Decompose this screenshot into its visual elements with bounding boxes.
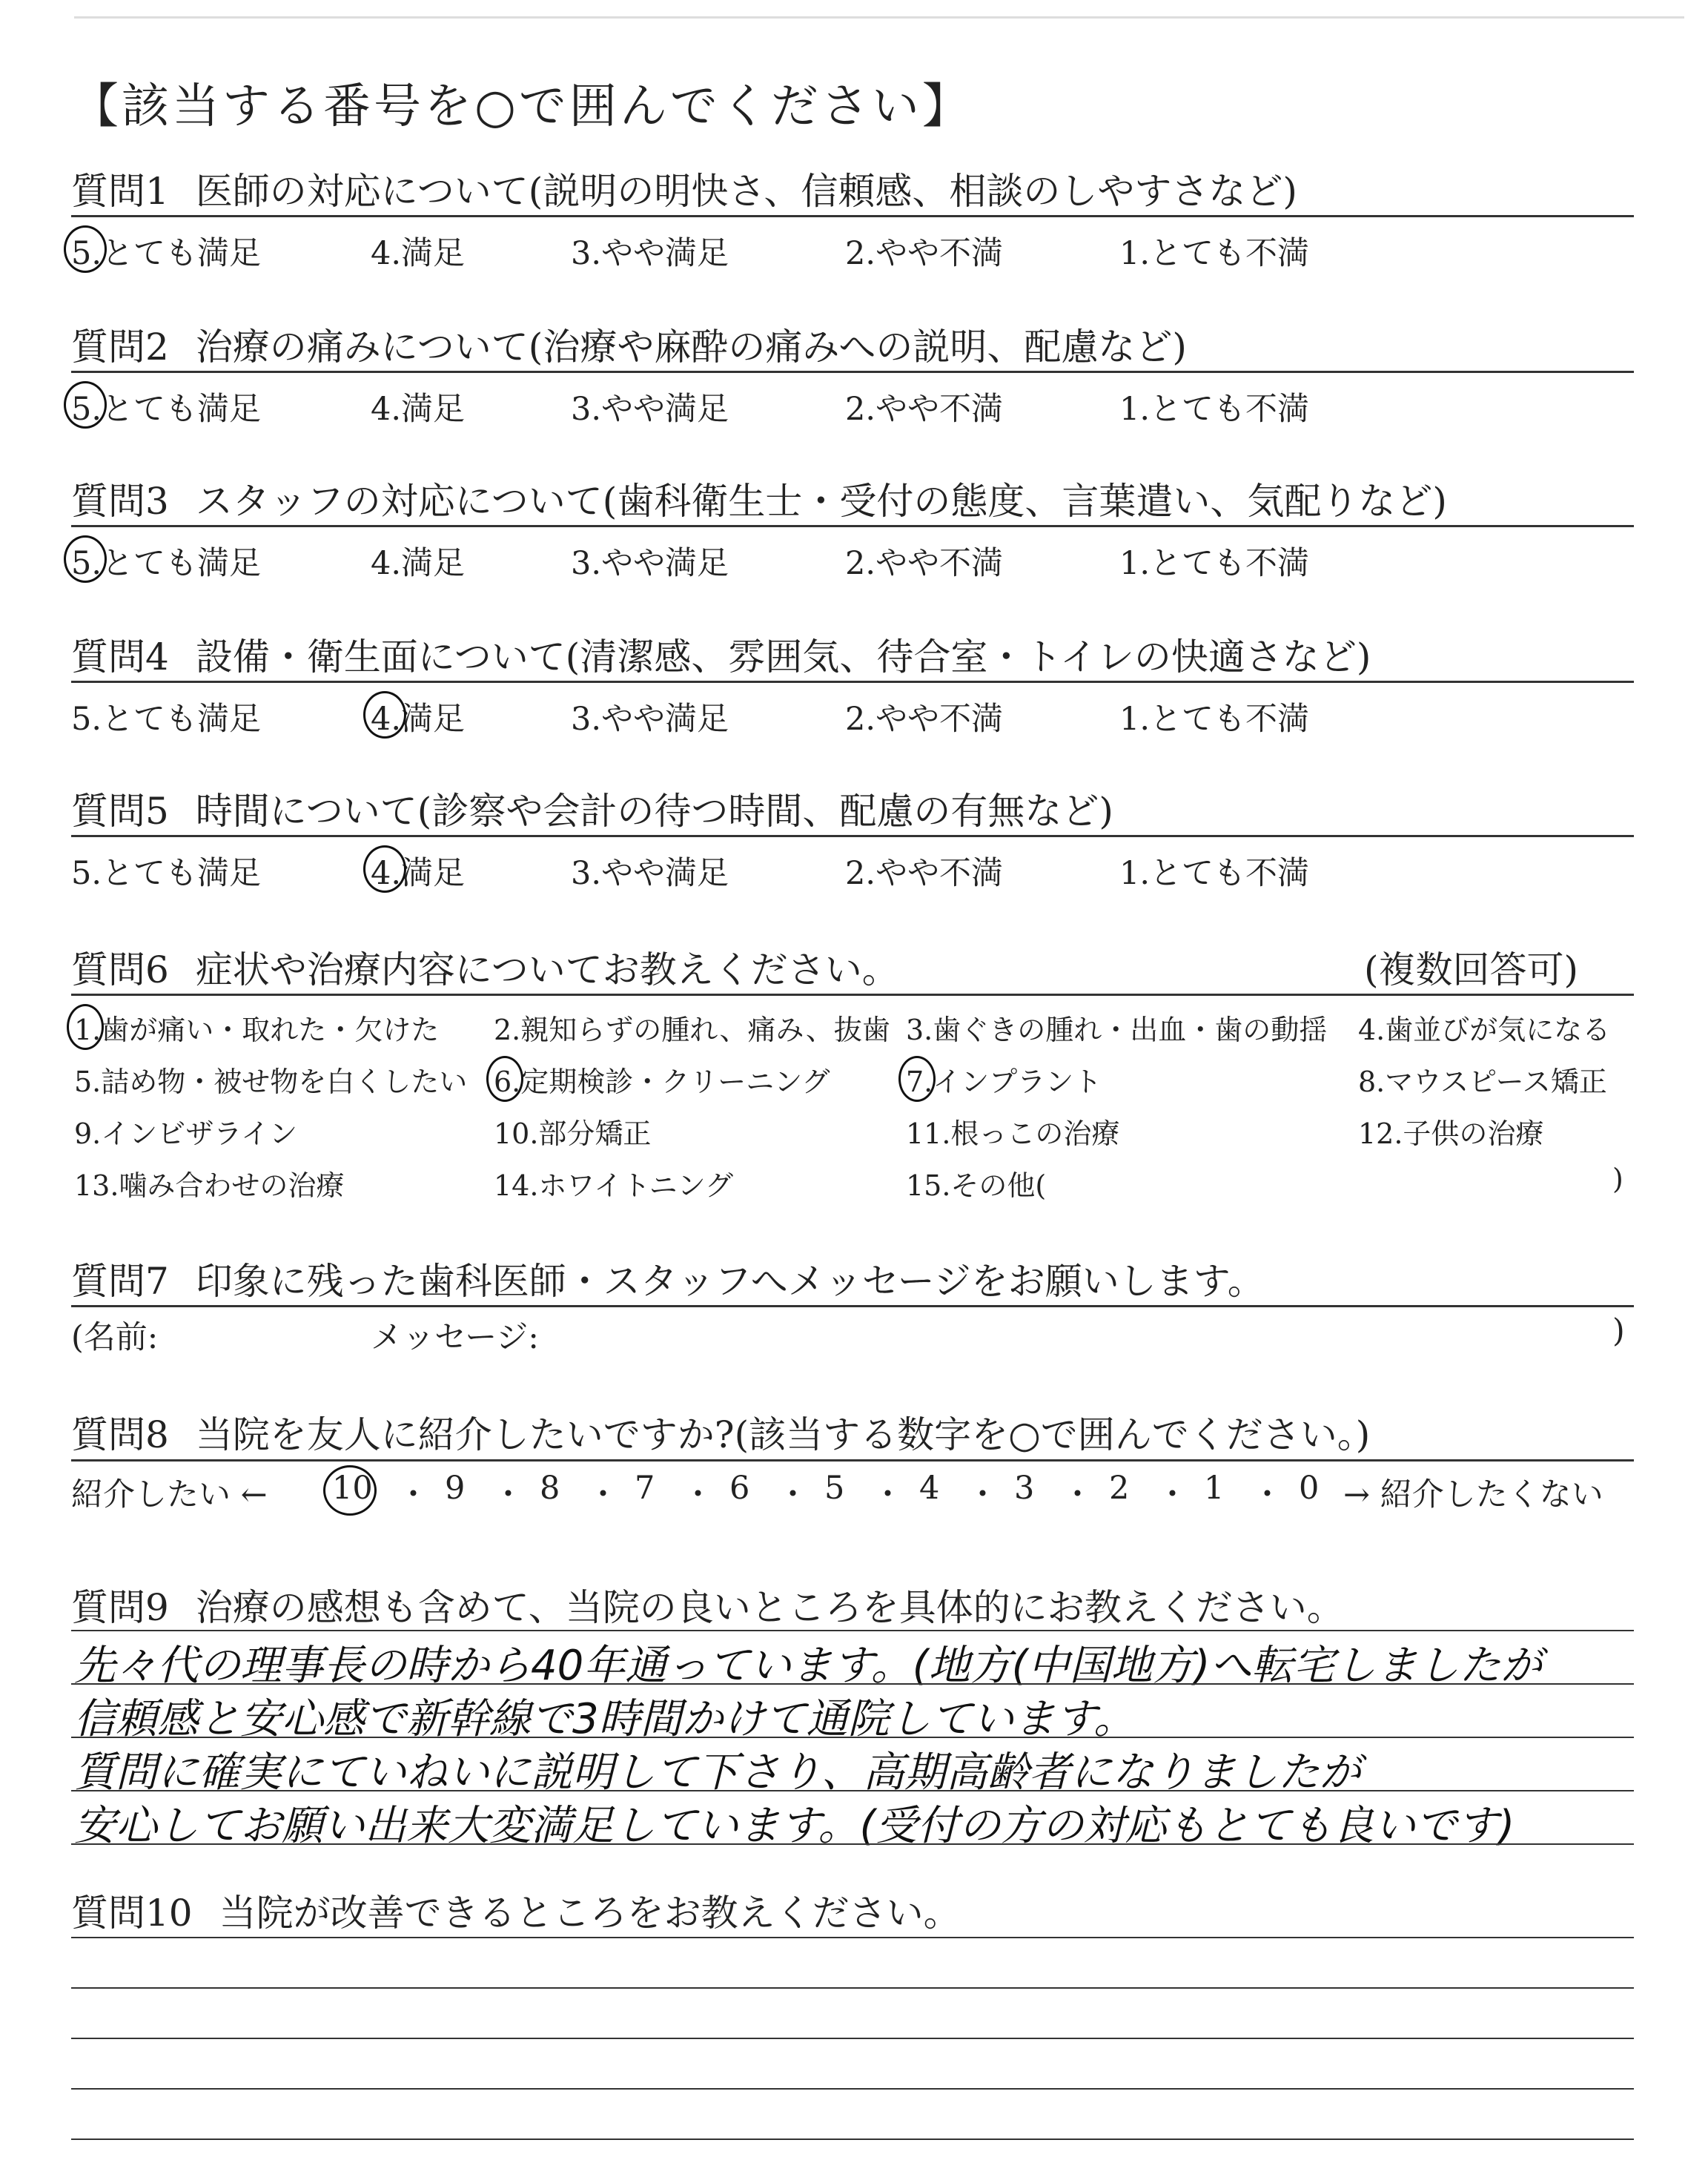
q10-rule-1: [71, 1937, 1634, 1938]
q6-option-7[interactable]: 7.インプラント: [906, 1066, 1102, 1098]
q8-separator: ・: [967, 1476, 999, 1513]
q5-label: 質問5: [71, 790, 169, 833]
q1-rule: [71, 215, 1634, 217]
q8-separator: ・: [587, 1476, 619, 1513]
q5-option-1[interactable]: 1.とても不満: [1119, 855, 1310, 892]
q6-note: (複数回答可): [1364, 948, 1579, 991]
selection-circle: [64, 381, 107, 429]
q6-option-3[interactable]: 3.歯ぐきの腫れ・出血・歯の動揺: [906, 1014, 1328, 1046]
q8-separator: ・: [492, 1476, 524, 1513]
q9-label: 質問9: [71, 1586, 169, 1629]
q6-label: 質問6: [71, 948, 169, 991]
q8-option-1[interactable]: 1: [1204, 1470, 1225, 1507]
q8-separator: ・: [777, 1476, 809, 1513]
q8-label: 質問8: [71, 1413, 169, 1456]
q2-text: 治療の痛みについて(治療や麻酔の痛みへの説明、配慮など): [195, 326, 1187, 369]
q5-option-2[interactable]: 2.やや不満: [845, 855, 1004, 892]
q3-option-5[interactable]: 5.とても満足: [71, 545, 262, 582]
q1-option-1[interactable]: 1.とても不満: [1119, 235, 1310, 272]
selection-circle: [67, 1004, 104, 1050]
q4-option-3[interactable]: 3.やや満足: [571, 701, 729, 738]
q7-rule: [71, 1305, 1634, 1307]
q6-rule: [71, 994, 1634, 996]
q8-separator: ・: [872, 1476, 904, 1513]
q7-label: 質問7: [71, 1260, 169, 1303]
q4-option-2[interactable]: 2.やや不満: [845, 701, 1004, 738]
q8-left-label: 紹介したい ←: [71, 1476, 268, 1513]
q6-option-11[interactable]: 11.根っこの治療: [906, 1117, 1120, 1150]
q9-rule-3: [71, 1790, 1634, 1791]
q2-option-1[interactable]: 1.とても不満: [1119, 391, 1310, 428]
q1-option-2[interactable]: 2.やや不満: [845, 235, 1004, 272]
selection-circle: [486, 1056, 523, 1102]
q2-label: 質問2: [71, 326, 169, 369]
q3-option-2[interactable]: 2.やや不満: [845, 545, 1004, 582]
q6-option-1[interactable]: 1.歯が痛い・取れた・欠けた: [74, 1014, 440, 1046]
q6-option-10[interactable]: 10.部分矯正: [494, 1117, 652, 1150]
selection-circle: [363, 691, 406, 739]
q4-option-4[interactable]: 4.満足: [371, 701, 466, 738]
q9-text: 治療の感想も含めて、当院の良いところを具体的にお教えください。: [195, 1586, 1344, 1629]
q3-heading: [71, 472, 1447, 525]
q8-separator: ・: [1156, 1476, 1188, 1513]
q2-option-4[interactable]: 4.満足: [371, 391, 466, 428]
q8-option-9[interactable]: 9: [445, 1470, 466, 1507]
q2-option-5[interactable]: 5.とても満足: [71, 391, 262, 428]
q8-option-2[interactable]: 2: [1109, 1470, 1130, 1507]
q6-option-8[interactable]: 8.マウスピース矯正: [1358, 1066, 1607, 1098]
q6-option-4[interactable]: 4.歯並びが気になる: [1358, 1014, 1611, 1046]
q4-option-1[interactable]: 1.とても不満: [1119, 701, 1310, 738]
q6-other-close-paren: ): [1612, 1163, 1623, 1195]
q6-option-6[interactable]: 6.定期検診・クリーニング: [494, 1066, 830, 1098]
q9-answer-line-3: 質問に確実にていねいに説明して下さり、高期高齢者になりましたが: [74, 1748, 1361, 1797]
q8-separator: ・: [1251, 1476, 1283, 1513]
q4-option-5[interactable]: 5.とても満足: [71, 701, 262, 738]
q8-separator: ・: [1062, 1476, 1093, 1513]
q8-option-3[interactable]: 3: [1014, 1470, 1035, 1507]
q10-label: 質問10: [71, 1892, 193, 1935]
q9-rule-0: [71, 1630, 1634, 1631]
q6-option-15[interactable]: 15.その他(: [906, 1169, 1047, 1202]
q8-option-7[interactable]: 7: [635, 1470, 655, 1507]
q5-option-3[interactable]: 3.やや満足: [571, 855, 729, 892]
q3-rule: [71, 525, 1634, 527]
q6-heading: [71, 940, 899, 994]
q6-option-12[interactable]: 12.子供の治療: [1358, 1117, 1544, 1150]
q3-label: 質問3: [71, 480, 169, 523]
q9-rule-4: [71, 1843, 1634, 1845]
selection-circle: [323, 1465, 377, 1516]
q4-label: 質問4: [71, 635, 169, 678]
q8-separator: ・: [397, 1476, 429, 1513]
q1-text: 医師の対応について(説明の明快さ、信頼感、相談のしやすさなど): [195, 170, 1297, 213]
q8-option-5[interactable]: 5: [824, 1470, 845, 1507]
q5-option-5[interactable]: 5.とても満足: [71, 855, 262, 892]
q10-rule-4: [71, 2088, 1634, 2090]
q5-rule: [71, 835, 1634, 837]
q10-rule-3: [71, 2038, 1634, 2039]
q10-text: 当院が改善できるところをお教えください。: [219, 1892, 961, 1935]
selection-circle: [898, 1056, 936, 1102]
q1-label: 質問1: [71, 170, 169, 213]
q8-separator: ・: [682, 1476, 714, 1513]
selection-circle: [64, 535, 107, 583]
q10-rule-2: [71, 1987, 1634, 1989]
q8-option-0[interactable]: 0: [1299, 1470, 1320, 1507]
q8-text: 当院を友人に紹介したいですか?(該当する数字を○で囲んでください。): [195, 1413, 1371, 1456]
selection-circle: [363, 845, 406, 893]
q8-option-8[interactable]: 8: [540, 1470, 560, 1507]
q3-option-1[interactable]: 1.とても不満: [1119, 545, 1310, 582]
selection-circle: [64, 225, 107, 273]
q8-option-10[interactable]: 10: [332, 1470, 373, 1507]
q4-text: 設備・衛生面について(清潔感、雰囲気、待合室・トイレの快適さなど): [195, 635, 1371, 678]
top-edge-line: [74, 16, 1684, 19]
q3-option-4[interactable]: 4.満足: [371, 545, 466, 582]
q9-answer-line-1: 先々代の理事長の時から40年通っています。(地方(中国地方)へ転宅しましたが: [74, 1642, 1543, 1690]
q9-answer-line-4: 安心してお願い出来大変満足しています。(受付の方の対応もとても良いです): [74, 1802, 1515, 1850]
q8-option-4[interactable]: 4: [919, 1470, 940, 1507]
q8-rule: [71, 1459, 1634, 1462]
q6-option-13[interactable]: 13.噛み合わせの治療: [74, 1169, 345, 1202]
q6-option-5[interactable]: 5.詰め物・被せ物を白くしたい: [74, 1066, 468, 1098]
q8-option-6[interactable]: 6: [729, 1470, 750, 1507]
q1-option-3[interactable]: 3.やや満足: [571, 235, 729, 272]
q6-option-14[interactable]: 14.ホワイトニング: [494, 1169, 734, 1202]
q6-option-9[interactable]: 9.インビザライン: [74, 1117, 298, 1150]
q9-rule-1: [71, 1683, 1634, 1685]
q2-rule: [71, 371, 1634, 373]
q3-option-3[interactable]: 3.やや満足: [571, 545, 729, 582]
q7-name-label: (名前:: [71, 1319, 159, 1356]
q5-heading: [71, 782, 1113, 835]
q2-option-2[interactable]: 2.やや不満: [845, 391, 1004, 428]
q7-close-paren: ): [1612, 1312, 1625, 1350]
q9-rule-2: [71, 1737, 1634, 1738]
q10-rule-5: [71, 2138, 1634, 2140]
q1-option-5[interactable]: 5.とても満足: [71, 235, 262, 272]
q3-text: スタッフの対応について(歯科衛生士・受付の態度、言葉遣い、気配りなど): [195, 480, 1447, 523]
q1-heading: [71, 162, 1297, 215]
q9-heading: [71, 1578, 1344, 1631]
q10-heading: [71, 1883, 961, 1937]
q5-option-4[interactable]: 4.満足: [371, 855, 466, 892]
q4-heading: [71, 627, 1371, 681]
q8-right-label: → 紹介したくない: [1343, 1476, 1603, 1513]
q9-answer-line-2: 信頼感と安心感で新幹線で3時間かけて通院しています。: [74, 1695, 1136, 1743]
q5-text: 時間について(診察や会計の待つ時間、配慮の有無など): [195, 790, 1113, 833]
q1-option-4[interactable]: 4.満足: [371, 235, 466, 272]
q2-heading: [71, 317, 1187, 371]
q2-option-3[interactable]: 3.やや満足: [571, 391, 729, 428]
q7-text: 印象に残った歯科医師・スタッフへメッセージをお願いします。: [195, 1260, 1265, 1303]
q7-heading: [71, 1252, 1265, 1305]
q6-option-2[interactable]: 2.親知らずの腫れ、痛み、抜歯: [494, 1014, 890, 1046]
q7-message-label: メッセージ:: [371, 1319, 539, 1356]
q6-text: 症状や治療内容についてお教えください。: [195, 948, 899, 991]
q8-heading: [71, 1405, 1370, 1459]
q4-rule: [71, 681, 1634, 683]
page-title: 【該当する番号を○で囲んでください】: [71, 79, 973, 134]
